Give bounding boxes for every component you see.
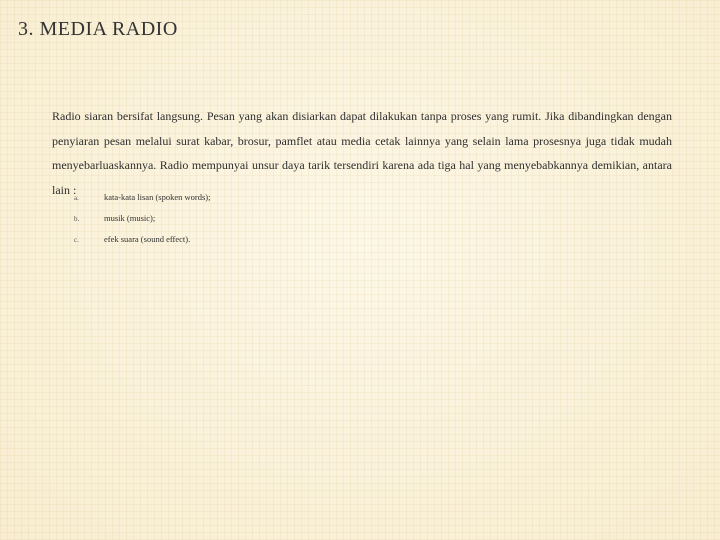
body-paragraph: Radio siaran bersifat langsung. Pesan yang akan disiarkan dapat dilakukan tanpa proses yang rumit. Jika dibandingkan dengan penyiaran pesan melalui surat kabar, brosur, pamflet atau media cetak lainnya yang selain lama prosesnya juga tidak mudah menyebarluaskannya. Radio mempunyai unsur daya tarik tersendiri karena ada tiga hal yang menyebabkannya demikian, antara lain : bbox=[52, 109, 672, 197]
sub-list bbox=[74, 192, 474, 255]
list-item-text: kata-kata lisan (spoken words); bbox=[104, 192, 211, 202]
list-marker: c. bbox=[74, 236, 79, 244]
list-item-text: musik (music); bbox=[104, 213, 156, 223]
slide-title: 3. MEDIA RADIO bbox=[18, 18, 178, 40]
list-item-text: efek suara (sound effect). bbox=[104, 234, 191, 244]
list-marker: a. bbox=[74, 194, 79, 202]
list-marker: b. bbox=[74, 215, 80, 223]
list-item bbox=[74, 192, 474, 213]
list-item bbox=[74, 234, 474, 255]
list-item bbox=[74, 213, 474, 234]
